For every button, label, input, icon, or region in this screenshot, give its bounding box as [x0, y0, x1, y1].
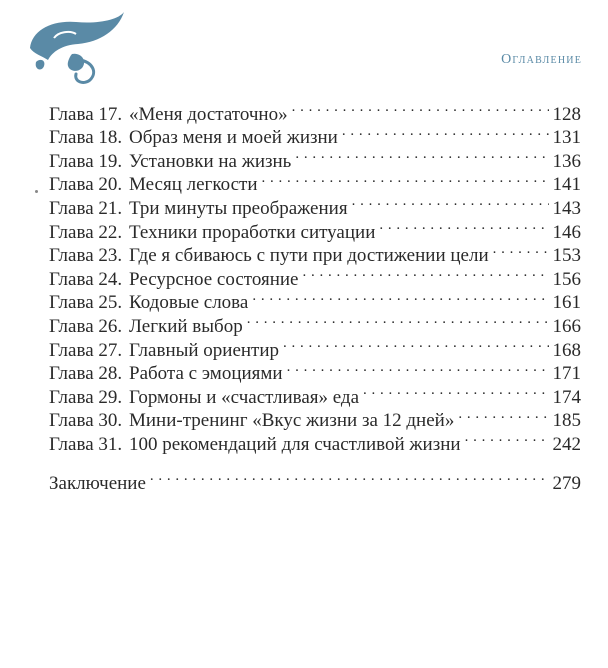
toc-chapter-number: Глава 28. — [49, 363, 123, 385]
toc-chapter-title: Работа с эмоциями — [129, 363, 283, 385]
toc-dot-leader — [363, 379, 548, 403]
toc-conclusion-title: Заключение — [49, 472, 146, 494]
toc-chapter-title: Месяц легкости — [129, 174, 258, 196]
toc-chapter-title: «Меня достаточно» — [129, 103, 288, 125]
toc-dot-leader — [352, 190, 549, 214]
toc-page-number: 171 — [552, 363, 581, 385]
toc-dot-leader — [302, 261, 548, 285]
toc-page-number: 141 — [552, 174, 581, 196]
toc-chapter-title: Легкий выбор — [129, 315, 243, 337]
toc-chapter-title: Главный ориентир — [129, 339, 280, 361]
toc-entry — [49, 96, 581, 125]
toc-chapter-title: Установки на жизнь — [129, 150, 292, 172]
toc-chapter-number: Глава 18. — [49, 127, 123, 149]
toc-chapter-title: Гормоны и «счастливая» еда — [129, 386, 360, 408]
toc-chapter-title: Техники проработки ситуации — [129, 221, 376, 243]
table-of-contents — [49, 96, 581, 494]
toc-dot-leader — [458, 403, 548, 427]
toc-page-number: 128 — [552, 103, 581, 125]
toc-page-number: 136 — [552, 150, 581, 172]
toc-page-number: 242 — [552, 433, 581, 455]
toc-page-number: 131 — [552, 127, 581, 149]
toc-chapter-title: Кодовые слова — [129, 292, 249, 314]
toc-page-number: 166 — [552, 315, 581, 337]
toc-entry-conclusion — [49, 465, 581, 494]
toc-chapter-number: Глава 21. — [49, 197, 123, 219]
toc-dot-leader — [287, 356, 549, 380]
toc-chapter-number: Глава 30. — [49, 410, 123, 432]
toc-chapter-title: Где я сбиваюсь с пути при достижении цели — [129, 245, 489, 267]
toc-page-number: 185 — [552, 410, 581, 432]
toc-dot-leader — [292, 96, 549, 120]
running-header: Оглавление — [501, 52, 582, 67]
toc-page-number: 168 — [552, 339, 581, 361]
print-speck — [35, 190, 38, 193]
toc-chapter-number: Глава 25. — [49, 292, 123, 314]
toc-page-number: 279 — [552, 472, 581, 494]
toc-chapter-number: Глава 20. — [49, 174, 123, 196]
toc-dot-leader — [342, 120, 549, 144]
toc-dot-leader — [262, 167, 549, 191]
toc-chapter-number: Глава 22. — [49, 221, 123, 243]
toc-page-number: 146 — [552, 221, 581, 243]
toc-dot-leader — [252, 285, 548, 309]
toc-chapter-number: Глава 17. — [49, 103, 123, 125]
toc-chapter-title: Ресурсное состояние — [129, 268, 299, 290]
toc-dot-leader — [465, 426, 549, 450]
toc-page-number: 156 — [552, 268, 581, 290]
toc-page-number: 174 — [552, 386, 581, 408]
toc-page-number: 161 — [552, 292, 581, 314]
toc-chapter-number: Глава 19. — [49, 150, 123, 172]
toc-chapter-number: Глава 26. — [49, 315, 123, 337]
toc-dot-leader — [247, 308, 549, 332]
toc-dot-leader — [295, 143, 548, 167]
toc-chapter-title: Мини-тренинг «Вкус жизни за 12 дней» — [129, 410, 455, 432]
toc-page-number: 153 — [552, 245, 581, 267]
toc-chapter-number: Глава 23. — [49, 245, 123, 267]
toc-dot-leader — [379, 214, 548, 238]
toc-chapter-title: Три минуты преображения — [129, 197, 348, 219]
toc-chapter-number: Глава 29. — [49, 386, 123, 408]
toc-chapter-number: Глава 24. — [49, 268, 123, 290]
toc-chapter-number: Глава 31. — [49, 433, 123, 455]
water-drop-swirl-icon — [18, 8, 128, 88]
toc-chapter-title: Образ меня и моей жизни — [129, 127, 338, 149]
toc-dot-leader — [493, 238, 549, 262]
toc-dot-leader — [150, 465, 549, 489]
toc-chapter-number: Глава 27. — [49, 339, 123, 361]
toc-dot-leader — [283, 332, 548, 356]
toc-page-number: 143 — [552, 197, 581, 219]
toc-chapter-title: 100 рекомендаций для счастливой жизни — [129, 433, 461, 455]
